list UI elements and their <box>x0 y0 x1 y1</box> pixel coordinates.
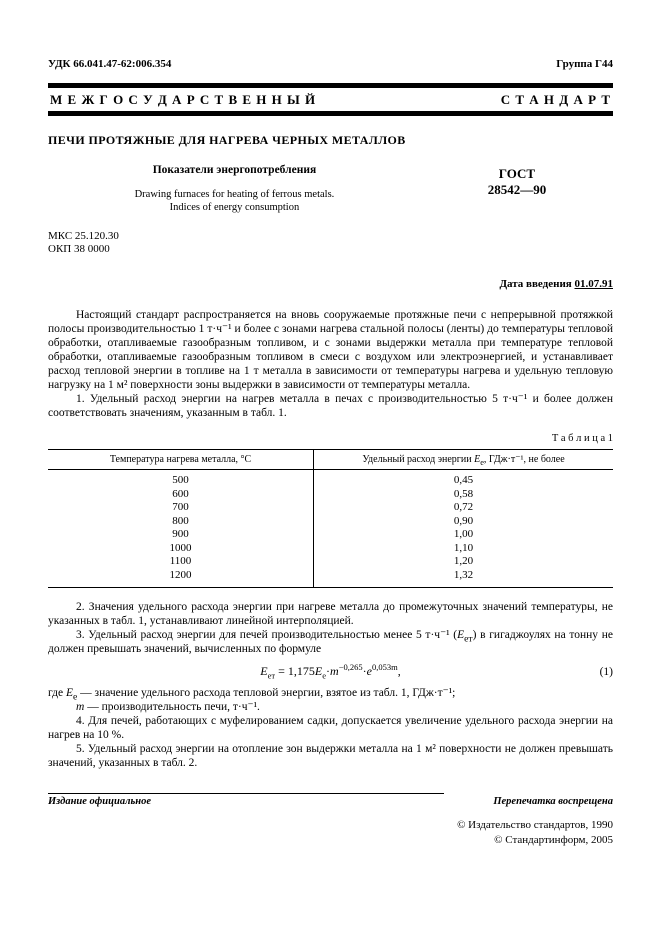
formula-expression: $Е_{ет} = 1,175Е_е\cdot m^{-0,265}\cdot e^{0,053m}$, <box>260 662 401 681</box>
table-1 <box>48 449 613 588</box>
footer-divider <box>48 793 444 794</box>
classification-codes <box>48 230 613 256</box>
formula-1 <box>48 664 613 679</box>
table-row: 1000 1,10 <box>48 542 613 556</box>
table-col2-header: Удельный расход энергии $Е_е$, ГДж·т⁻¹, не более <box>314 450 613 470</box>
gost-label: ГОСТ <box>498 166 536 181</box>
document-title: ПЕЧИ ПРОТЯЖНЫЕ ДЛЯ НАГРЕВА ЧЕРНЫХ МЕТАЛЛОВ <box>48 133 406 147</box>
paragraph-clause-4: 4. Для печей, работающих с муфелированием садки, допускается увеличение удельного расхода энергии на нагрев на 10 %. <box>48 715 613 741</box>
group-code: Группа Г44 <box>556 58 613 70</box>
paragraph-scope: Настоящий стандарт распространяется на вновь сооружаемые протяжные печи с непрерывной протяжкой полосы производительностью 1 т·ч⁻¹ и более с зонами нагрева стальной полосы (ленты) до температуры тепловой обработки, отапливаемые газообразным топливом, и с зонами выдержки металла при температуре тепловой обработки, отапливаемые газообразным топливом в смеси с воздухом или электроэнергией, и устанавливает расход тепловой энергии в топливе на 1 т металла в зависимости от температуры нагрева и удельную тепловую нагрузку на 1 м² поверхности зоны выдержки в зависимости от температуры металла. <box>48 309 613 391</box>
paragraph-clause-2: 2. Значения удельного расхода энергии при нагреве металла до промежуточных значений температуры, не указанных в табл. 1, устанавливают линейной интерполяцией. <box>48 601 613 627</box>
heading-left-column <box>48 164 421 214</box>
formula-legend-line-1: где $Е_е$ — значение удельного расхода тепловой энергии, взятое из табл. 1, ГДж·т⁻¹; <box>48 687 456 703</box>
document-subtitle: Показатели энергопотребления <box>152 164 317 176</box>
formula-number: (1) <box>599 666 613 678</box>
page-footer <box>48 793 613 807</box>
table-row: 1200 1,32 <box>48 569 613 588</box>
udk-code: УДК 66.041.47-62:006.354 <box>48 58 172 70</box>
reprint-prohibited-label: Перепечатка воспрещена <box>493 796 613 807</box>
gost-number: 28542—90 <box>487 182 547 197</box>
table-row: 800 0,90 <box>48 515 613 529</box>
table-row: 600 0,58 <box>48 488 613 502</box>
mks-code: МКС 25.120.30 <box>48 230 119 242</box>
banner-word-2: С Т А Н Д А Р Т <box>500 92 611 107</box>
formula-legend-line-2: m — производительность печи, т·ч⁻¹. <box>76 701 260 713</box>
table-row: 500 0,45 <box>48 470 613 488</box>
paragraph-clause-1: 1. Удельный расход энергии на нагрев металла в печах с производительностью 5 т·ч⁻¹ и более должен соответствовать значениям, указанным в табл. 1. <box>48 393 613 419</box>
table-row: 700 0,72 <box>48 501 613 515</box>
date-label: Дата введения <box>499 278 572 290</box>
copyright-line-1: © Издательство стандартов, 1990 <box>457 819 613 831</box>
banner-word-1: М Е Ж Г О С У Д А Р С Т В Е Н Н Ы Й <box>50 92 317 107</box>
english-title <box>48 188 421 214</box>
english-title-line-2: Indices of energy consumption <box>169 202 300 213</box>
gost-designation <box>421 164 613 214</box>
okp-code: ОКП 38 0000 <box>48 243 110 255</box>
top-codes-row <box>48 58 613 70</box>
date-value: 01.07.91 <box>574 278 613 290</box>
table-row: 900 1,00 <box>48 528 613 542</box>
table-header-row <box>48 450 613 470</box>
table-1-caption: Т а б л и ц а 1 <box>551 433 613 444</box>
table-row: 1100 1,20 <box>48 555 613 569</box>
copyright-line-2: © Стандартинформ, 2005 <box>494 834 613 846</box>
heading-block <box>48 164 613 214</box>
standard-banner <box>48 83 613 116</box>
official-edition-label: Издание официальное <box>48 796 152 807</box>
english-title-line-1: Drawing furnaces for heating of ferrous metals. <box>134 189 335 200</box>
footer-texts <box>48 796 613 807</box>
copyright-block <box>48 818 613 848</box>
paragraph-clause-3: 3. Удельный расход энергии для печей производительностью менее 5 т·ч⁻¹ $(Е_{ет})$ в гигаджоулях на тонну не должен превышать значений, вычисленных по формуле <box>48 629 613 655</box>
table-col1-header: Температура нагрева металла, °С <box>48 450 314 470</box>
introduction-date-line <box>48 278 613 290</box>
paragraph-clause-5: 5. Удельный расход энергии на отопление зон выдержки металла на 1 м² поверхности не должен превышать значений, указанных в табл. 2. <box>48 743 613 769</box>
